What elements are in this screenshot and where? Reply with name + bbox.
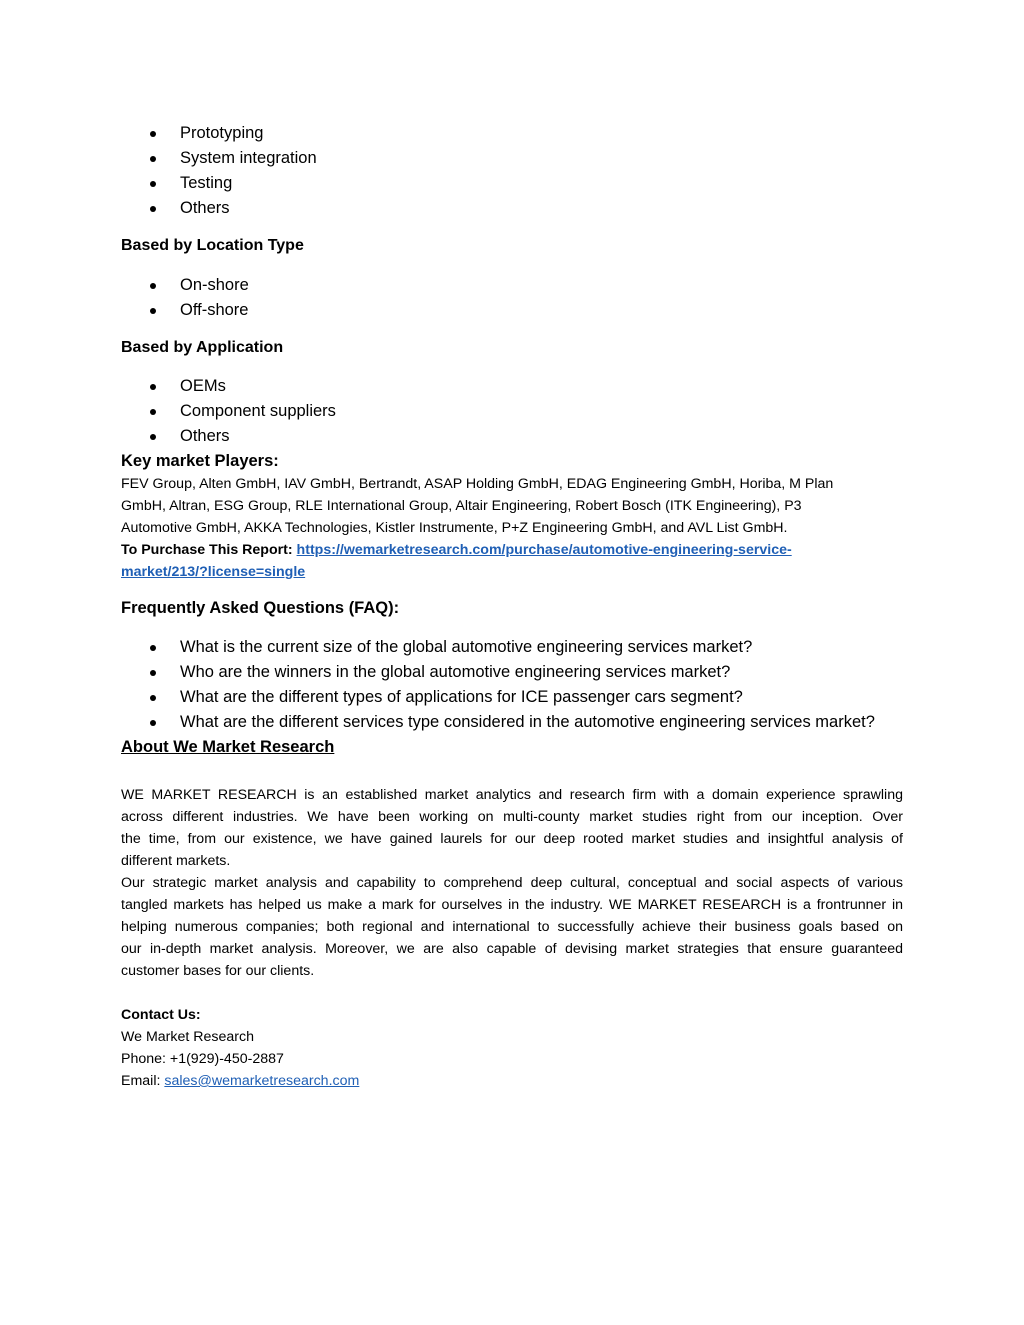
bullet-icon xyxy=(150,384,156,390)
bullet-icon xyxy=(150,434,156,440)
bullet-icon xyxy=(150,181,156,187)
bullet-icon xyxy=(150,409,156,415)
bullet-icon xyxy=(150,156,156,162)
application-heading: Based by Application xyxy=(121,339,284,356)
about-paragraph-1: WE MARKET RESEARCH is an established market analytics and research firm with a domain experience sprawling across different industries. We have been working on multi-county market studies right from our inception. Over the time, from our existence, we have gained laurels for our deep rooted market studies and insightful analysis of different markets. Our strategic market analysis and capability to comprehend deep cultural, conceptual and social aspects of various tangled markets has helped us make a mark for ourselves in the industry. WE MARKET RESEARCH is a frontrunner in helping numerous companies; both regional and international to successfully achieve their business goals based on our in-depth market analysis. Moreover, we are also capable of devising market strategies that ensure guaranteed customer bases for our clients. xyxy=(121,787,903,979)
purchase-link-continued xyxy=(121,561,305,583)
bullet-icon xyxy=(150,308,156,314)
bullet-icon xyxy=(150,695,156,701)
bullet-icon xyxy=(150,283,156,289)
contact-heading: Contact Us: xyxy=(121,1007,201,1023)
bullet-icon xyxy=(150,720,156,726)
bullet-icon xyxy=(150,206,156,212)
bullet-icon xyxy=(150,131,156,137)
bullet-icon xyxy=(150,670,156,676)
key-players-line: FEV Group, Alten GmbH, IAV GmbH, Bertrandt, ASAP Holding GmbH, EDAG Engineering GmbH, Horiba, M Plan xyxy=(121,476,834,492)
purchase-label: To Purchase This Report: xyxy=(121,542,293,558)
about-heading: About We Market Research xyxy=(121,738,335,756)
purchase-link[interactable]: market/213/?license=single xyxy=(121,564,306,580)
key-players-line: Automotive GmbH, AKKA Technologies, Kistler Instrumente, P+Z Engineering GmbH, and AVL List GmbH. xyxy=(121,520,788,536)
email-link[interactable]: sales@wemarketresearch.com xyxy=(164,1073,360,1089)
contact-phone: Phone: +1(929)-450-2887 xyxy=(121,1051,284,1067)
purchase-line xyxy=(121,539,792,561)
key-players-line: GmbH, Altran, ESG Group, RLE International Group, Altair Engineering, Robert Bosch (ITK Engineering), P3 xyxy=(121,498,802,514)
bullet-icon xyxy=(150,645,156,651)
purchase-link[interactable]: https://wemarketresearch.com/purchase/automotive-engineering-service- xyxy=(296,542,792,558)
faq-heading: Frequently Asked Questions (FAQ): xyxy=(121,599,400,617)
location-type-heading: Based by Location Type xyxy=(121,237,304,254)
contact-email-line xyxy=(121,1070,359,1092)
email-label: Email: xyxy=(121,1073,165,1089)
key-players-heading: Key market Players: xyxy=(121,452,279,470)
contact-company: We Market Research xyxy=(121,1029,254,1045)
document-page: Prototyping System integration Testing Others Based by Location Type On-shore Off-shore Based by Application OEMs Component suppliers Others Key market Players: FEV Group, Alten GmbH, IAV GmbH, Bertrandt, ASAP Holding GmbH, EDAG Engineering GmbH, Horiba, M Plan GmbH, Altran, ESG Group, RLE International Group, Altair Engineering, Robert Bosch (ITK Engineering), P3 Automotive GmbH, AKKA Technologies, Kistler Instrumente, P+Z Engineering GmbH, and AVL List GmbH. To Purchase This Report: https://wemarketresearch.com/purchase/automotive-engineering-service- market/213/?license=single Frequently Asked Questions (FAQ): What is the current size of the global automotive engineering services market? Who are the winners in the global automotive engineering services market? What are the different types of applications for ICE passenger cars segment? What are the different services type considered in the automotive engineering services market? About We Market Research WE MARKET RESEARCH is an established market analytics and research firm with a domain experience sprawling across different industries. We have been working on multi-county market studies right from our inception. Over the time, from our existence, we have gained laurels for our deep rooted market studies and insightful analysis of different markets. Our strategic market analysis and capability to comprehend deep cultural, conceptual and social aspects of various tangled markets has helped us make a mark for ourselves in the industry. WE MARKET RESEARCH is a frontrunner in helping numerous companies; both regional and international to successfully achieve their business goals based on our in-depth market analysis. Moreover, we are also capable of devising market strategies that ensure guaranteed customer bases for our clients. Contact Us: We Market Research Phone: +1(929)-450-2887 Email: sales@wemarketresearch.com xyxy=(0,0,1024,1325)
